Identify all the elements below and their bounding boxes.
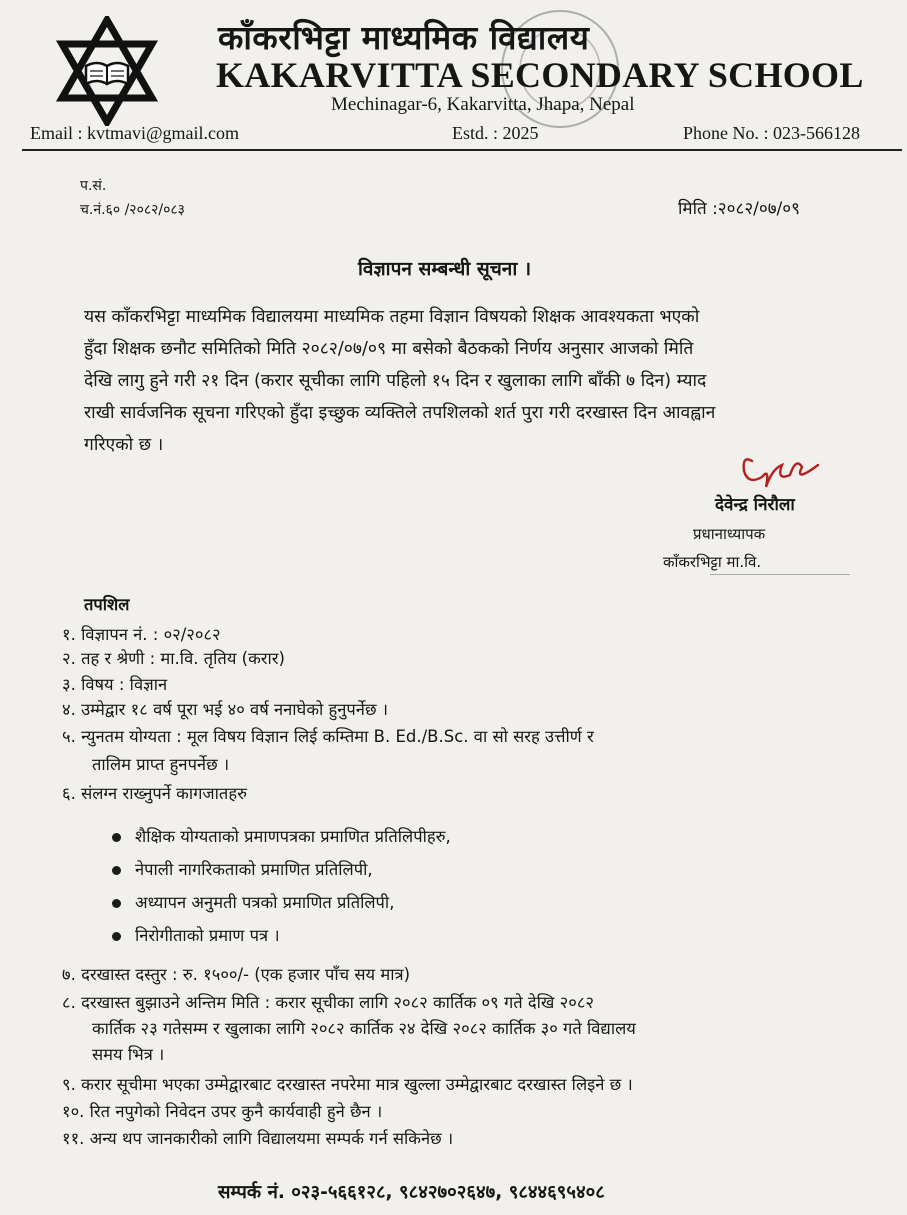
notice-line: हुँदा शिक्षक छनौट समितिको मिति २०८२/०७/०९ मा बसेको बैठकको निर्णय अनुसार आजको मिति (84, 339, 694, 359)
school-phone: Phone No. : 023-566128 (683, 123, 860, 143)
detail-item: ३. विषय : विज्ञान (62, 675, 168, 694)
handwritten-signature (732, 447, 827, 497)
reference-chalani: च.नं.६० /२०८२/०८३ (80, 202, 185, 218)
notice-title: विज्ञापन सम्बन्धी सूचना । (358, 258, 532, 280)
details-heading: तपशिल (84, 595, 130, 614)
school-name-nepali: काँकरभिट्टा माध्यमिक विद्यालय (218, 18, 590, 57)
detail-item: ५. न्युनतम योग्यता : मूल विषय विज्ञान लिई कम्तिमा B. Ed./B.Sc. वा सो सरह उत्तीर्ण र (62, 727, 594, 746)
school-logo-icon (52, 16, 162, 126)
document-list-item: अध्यापन अनुमती पत्रको प्रमाणित प्रतिलिपी, (112, 890, 394, 913)
detail-item: १. विज्ञापन नं. : ०२/२०८२ (62, 625, 221, 644)
signatory-title: प्रधानाध्यापक (693, 525, 766, 543)
detail-item: २. तह र श्रेणी : मा.वि. तृतिय (करार) (62, 649, 285, 668)
reference-ps: प.सं. (80, 178, 107, 194)
notice-body (84, 301, 874, 461)
footer-contact: सम्पर्क नं. ०२३-५६६१२८, ९८४२७०२६४७, ९८४४६९५४०८ (218, 1182, 605, 1203)
detail-item: ७. दरखास्त दस्तुर : रु. १५००/- (एक हजार पाँच सय मात्र) (62, 965, 411, 984)
notice-line: देखि लागु हुने गरी २१ दिन (करार सूचीका लागि पहिलो १५ दिन र खुलाका लागि बाँकी ७ दिन) म्याद (84, 371, 707, 391)
notice-line: गरिएको छ । (84, 435, 164, 455)
detail-item: ११. अन्य थप जानकारीको लागि विद्यालयमा सम्पर्क गर्न सकिनेछ । (62, 1129, 454, 1148)
detail-item-continued: कार्तिक २३ गतेसम्म र खुलाका लागि २०८२ कार्तिक २४ देखि २०८२ कार्तिक ३० गते विद्यालय (92, 1019, 636, 1038)
stamp-underline (710, 574, 850, 575)
detail-item: १०. रित नपुगेको निवेदन उपर कुनै कार्यवाही हुने छैन । (62, 1102, 383, 1121)
detail-item: ९. करार सूचीमा भएका उम्मेद्वारबाट दरखास्त नपरेमा मात्र खुल्ला उम्मेद्वारबाट दरखास्त लिइने छ । (62, 1075, 633, 1094)
detail-item: ६. संलग्न राख्नुपर्ने कागजातहरु (62, 784, 247, 803)
detail-item: ८. दरखास्त बुझाउने अन्तिम मिति : करार सूचीका लागि २०८२ कार्तिक ०९ गते देखि २०८२ (62, 993, 594, 1012)
school-established: Estd. : 2025 (452, 123, 539, 143)
notice-line: यस काँकरभिट्टा माध्यमिक विद्यालयमा माध्यमिक तहमा विज्ञान विषयको शिक्षक आवश्यकता भएको (84, 307, 700, 327)
header-divider (22, 149, 902, 151)
detail-item-continued: तालिम प्राप्त हुनपर्नेछ । (92, 755, 230, 774)
signatory-name: देवेन्द्र निरौला (715, 495, 795, 515)
school-address: Mechinagar-6, Kakarvitta, Jhapa, Nepal (331, 94, 635, 115)
signatory-school: काँकरभिट्टा मा.वि. (663, 553, 762, 571)
detail-item-continued: समय भित्र । (92, 1045, 165, 1064)
notice-date: मिति :२०८२/०७/०९ (678, 199, 800, 219)
notice-line: राखी सार्वजनिक सूचना गरिएको हुँदा इच्छुक व्यक्तिले तपशिलको शर्त पुरा गरी दरखास्त दिन आवह्वान (84, 403, 716, 423)
document-list-item: शैक्षिक योग्यताको प्रमाणपत्रका प्रमाणित प्रतिलिपीहरु, (112, 824, 451, 847)
document-list-item: नेपाली नागरिकताको प्रमाणित प्रतिलिपी, (112, 857, 373, 880)
school-name-english: KAKARVITTA SECONDARY SCHOOL (216, 55, 864, 95)
school-email: Email : kvtmavi@gmail.com (30, 123, 240, 143)
detail-item: ४. उम्मेद्वार १८ वर्ष पूरा भई ४० वर्ष ननाघेको हुनुपर्नेछ । (62, 700, 389, 719)
document-list-item: निरोगीताको प्रमाण पत्र । (112, 923, 280, 946)
